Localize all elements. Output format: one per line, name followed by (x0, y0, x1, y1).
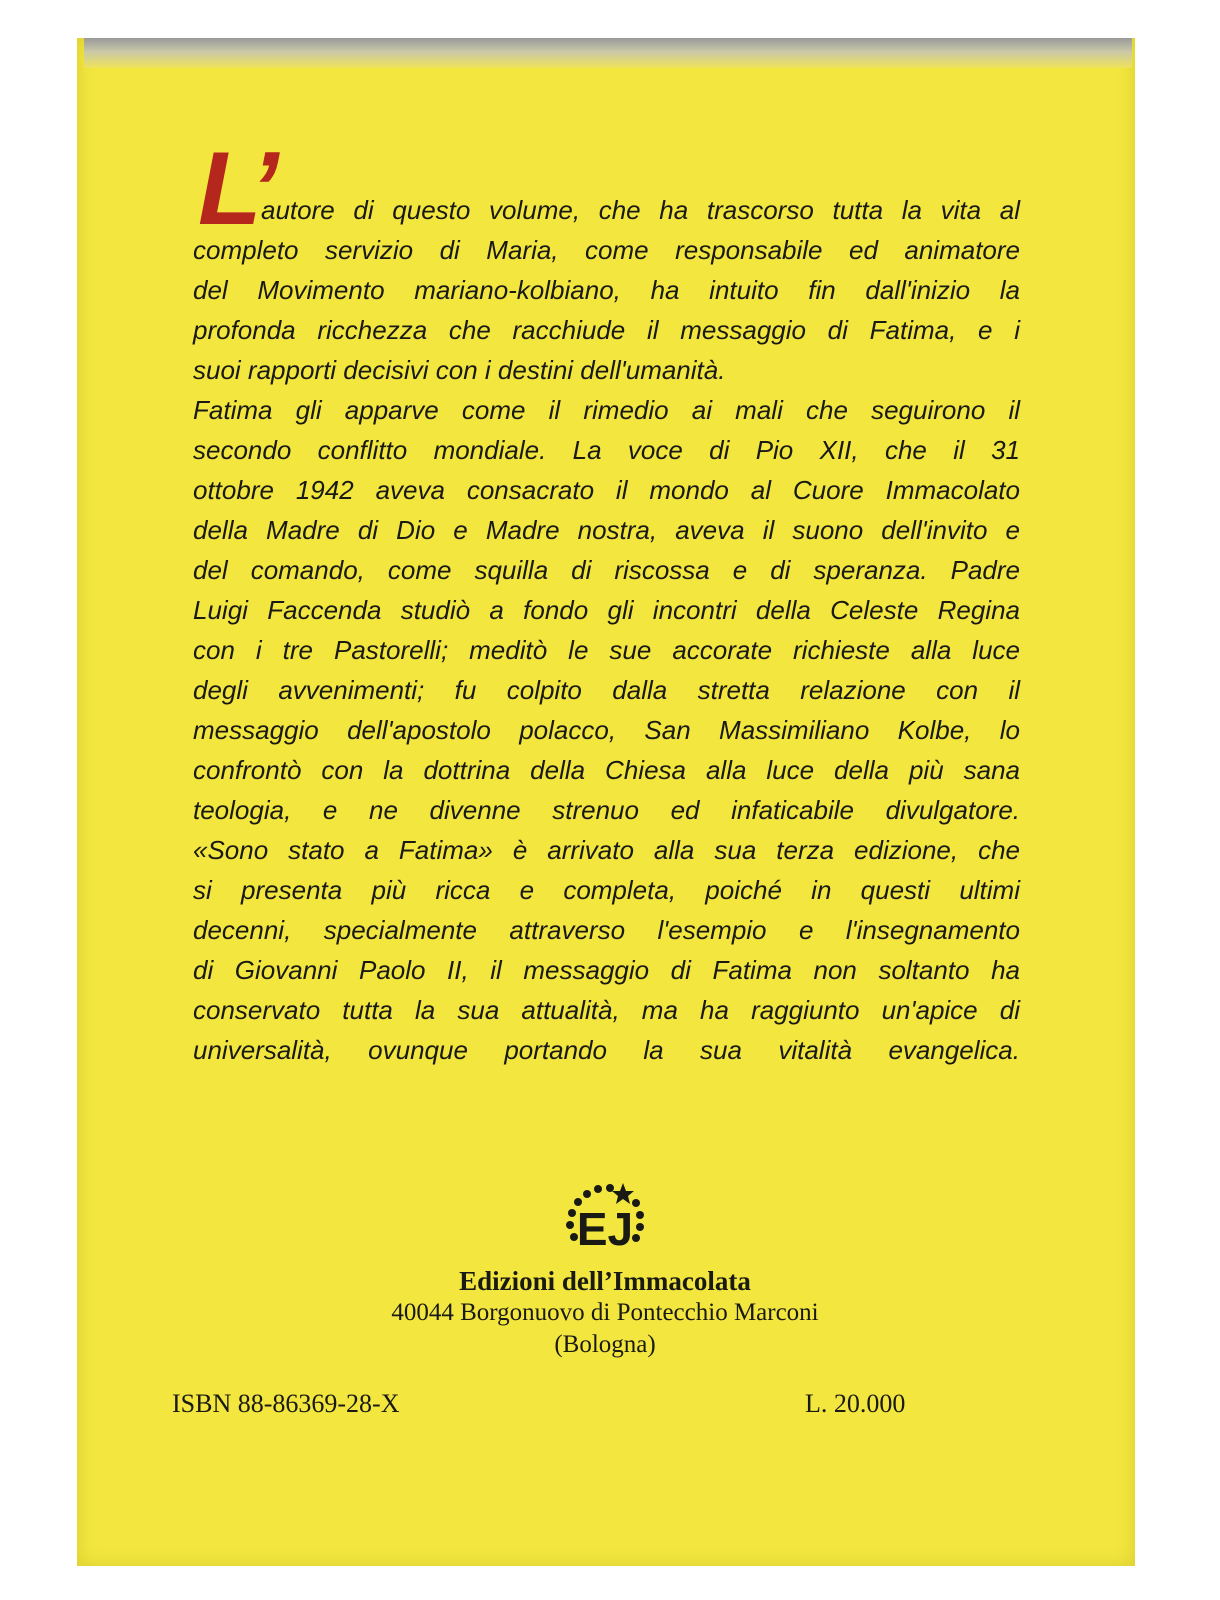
blurb-line: di Giovanni Paolo II, il messaggio di Fatima non soltanto ha (193, 955, 1020, 985)
blurb-line: confrontò con la dottrina della Chiesa alla luce della più sana (193, 755, 1020, 785)
blurb-line: con i tre Pastorelli; meditò le sue accorate richieste alla luce (193, 635, 1020, 665)
cover-top-edge (84, 38, 1132, 68)
isbn: ISBN 88-86369-28-X (172, 1389, 400, 1418)
blurb-line: universalità, ovunque portando la sua vitalità evangelica. (193, 1035, 1020, 1065)
blurb-line: completo servizio di Maria, come responsabile ed animatore (193, 235, 1020, 265)
price: L. 20.000 (805, 1389, 906, 1418)
blurb-line: Fatima gli apparve come il rimedio ai mali che seguirono il (193, 395, 1020, 425)
blurb-line: del comando, come squilla di riscossa e di speranza. Padre (193, 555, 1020, 585)
blurb-line: suoi rapporti decisivi con i destini dell'umanità. (193, 355, 726, 385)
blurb-line: del Movimento mariano-kolbiano, ha intuito fin dall'inizio la (193, 275, 1020, 305)
blurb-line: Luigi Faccenda studiò a fondo gli incontri della Celeste Regina (193, 595, 1020, 625)
publisher-name: Edizioni dell’Immacolata (459, 1266, 751, 1296)
publisher-region: (Bologna) (554, 1331, 656, 1358)
blurb-line: degli avvenimenti; fu colpito dalla stretta relazione con il (193, 675, 1020, 705)
blurb-line: secondo conflitto mondiale. La voce di Pio XII, che il 31 (193, 435, 1020, 465)
blurb-line: si presenta più ricca e completa, poiché in questi ultimi (193, 875, 1020, 905)
blurb-line: decenni, specialmente attraverso l'esempio e l'insegnamento (193, 915, 1020, 945)
blurb-line: profonda ricchezza che racchiude il messaggio di Fatima, e i (193, 315, 1020, 345)
blurb-line: ottobre 1942 aveva consacrato il mondo al Cuore Immacolato (193, 475, 1020, 505)
blurb-line: della Madre di Dio e Madre nostra, aveva il suono dell'invito e (193, 515, 1020, 545)
blurb-line: autore di questo volume, che ha trascorso tutta la vita al (261, 195, 1020, 225)
drop-cap: L’ (198, 131, 275, 247)
blurb-line: conservato tutta la sua attualità, ma ha raggiunto un'apice di (193, 995, 1020, 1025)
logo-text: EJ (576, 1203, 634, 1255)
blurb-line: «Sono stato a Fatima» è arrivato alla sua terza edizione, che (193, 835, 1020, 865)
blurb-line: messaggio dell'apostolo polacco, San Massimiliano Kolbe, lo (193, 715, 1020, 745)
ej-star-logo-icon (560, 1175, 650, 1265)
publisher-address: 40044 Borgonuovo di Pontecchio Marconi (391, 1299, 819, 1326)
blurb-line: teologia, e ne divenne strenuo ed infaticabile divulgatore. (193, 795, 1020, 825)
publisher-block (305, 1175, 905, 1361)
